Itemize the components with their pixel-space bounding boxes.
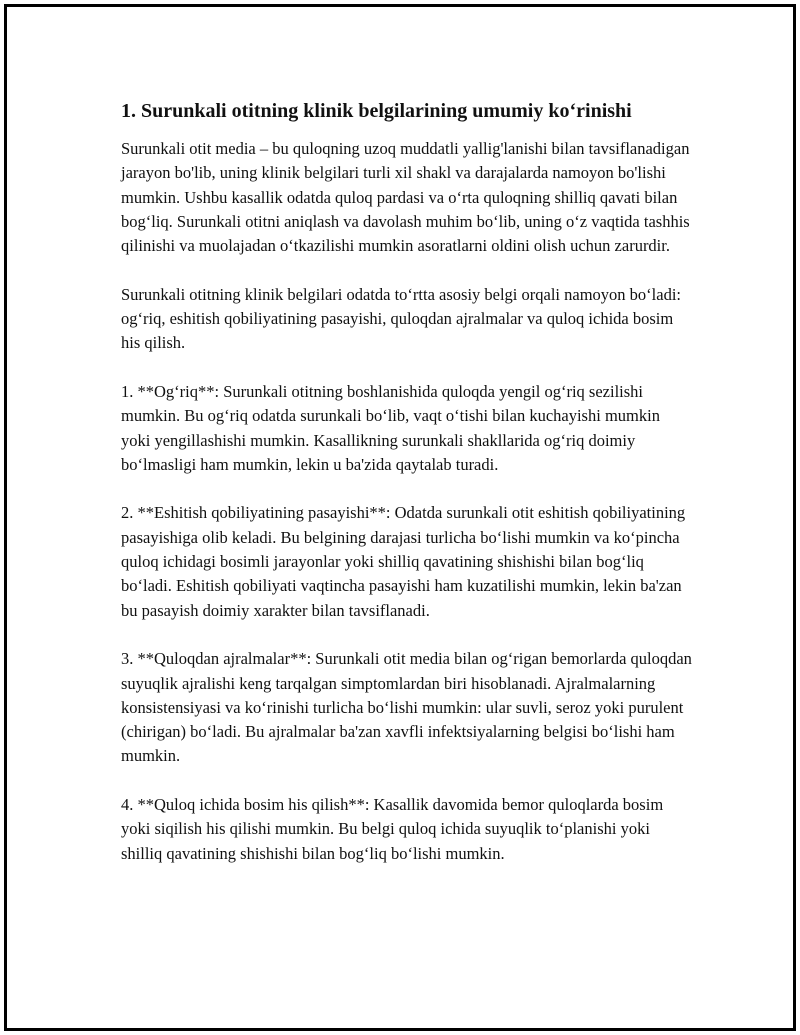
paragraph-discharge: 3. **Quloqdan ajralmalar**: Surunkali otit media bilan og‘rigan bemorlarda quloqdan suyuqlik ajralishi keng tarqalgan simptomlardan biri hisoblanadi. Ajralmalarning konsistensiyasi va ko‘rinishi turlicha bo‘lishi mumkin: ular suvli, seroz yoki purulent (chirigan) bo‘ladi. Bu ajralmalar ba'zan xavfli infektsiyalarning belgisi bo‘lishi ham mumkin. [121, 649, 692, 766]
paragraph-intro: Surunkali otit media – bu quloqning uzoq muddatli yallig'lanishi bilan tavsiflanadigan jarayon bo'lib, uning klinik belgilari turli xil shakl va darajalarda namoyon bo'lishi mumkin. Ushbu kasallik odatda quloq pardasi va o‘rta quloqning shilliq qavati bilan bog‘liq. Surunkali otitni aniqlash va davolash muhim bo‘lib, uning o‘z vaqtida tashhis qilinishi va muolajadan o‘tkazilishi mumkin asoratlarni oldini olish uchun zarurdir. [121, 139, 690, 256]
paragraph-overview: Surunkali otitning klinik belgilari odatda to‘rtta asosiy belgi orqali namoyon bo‘ladi: og‘riq, eshitish qobiliyatining pasayishi, quloqdan ajralmalar va quloq ichida bosim his qilish. [121, 284, 681, 353]
document-body [121, 97, 693, 890]
paragraph-pressure: 4. **Quloq ichida bosim his qilish**: Kasallik davomida bemor quloqlarda bosim yoki siqilish his qilishi mumkin. Bu belgi quloq ichida suyuqlik to‘planishi yoki shilliq qavatining shishishi bilan bog‘liq bo‘lishi mumkin. [121, 795, 664, 863]
section-heading: 1. Surunkali otitning klinik belgilarining umumiy ko‘rinishi [121, 100, 632, 122]
paragraph-pain: 1. **Og‘riq**: Surunkali otitning boshlanishida quloqda yengil og‘riq sezilishi mumkin. Bu og‘riq odatda surunkali bo‘lib, vaqt o‘tishi bilan kuchayishi mumkin yoki yengillashishi mumkin. Kasallikning surunkali shakllarida og‘riq doimiy bo‘lmasligi ham mumkin, lekin u ba'zida qaytalab turadi. [121, 381, 660, 474]
page-frame [4, 4, 796, 1031]
paragraph-hearing-loss: 2. **Eshitish qobiliyatining pasayishi**: Odatda surunkali otit eshitish qobiliyatining pasayishiga olib keladi. Bu belgining darajasi turlicha bo‘lishi mumkin va ko‘pincha quloq ichidagi bosimli jarayonlar yoki shilliq qavatining shishishi bilan bog‘liq bo‘ladi. Eshitish qobiliyati vaqtincha pasayishi ham kuzatilishi mumkin, lekin ba'zan bu pasayish doimiy xarakter bilan tavsiflanadi. [121, 503, 686, 620]
